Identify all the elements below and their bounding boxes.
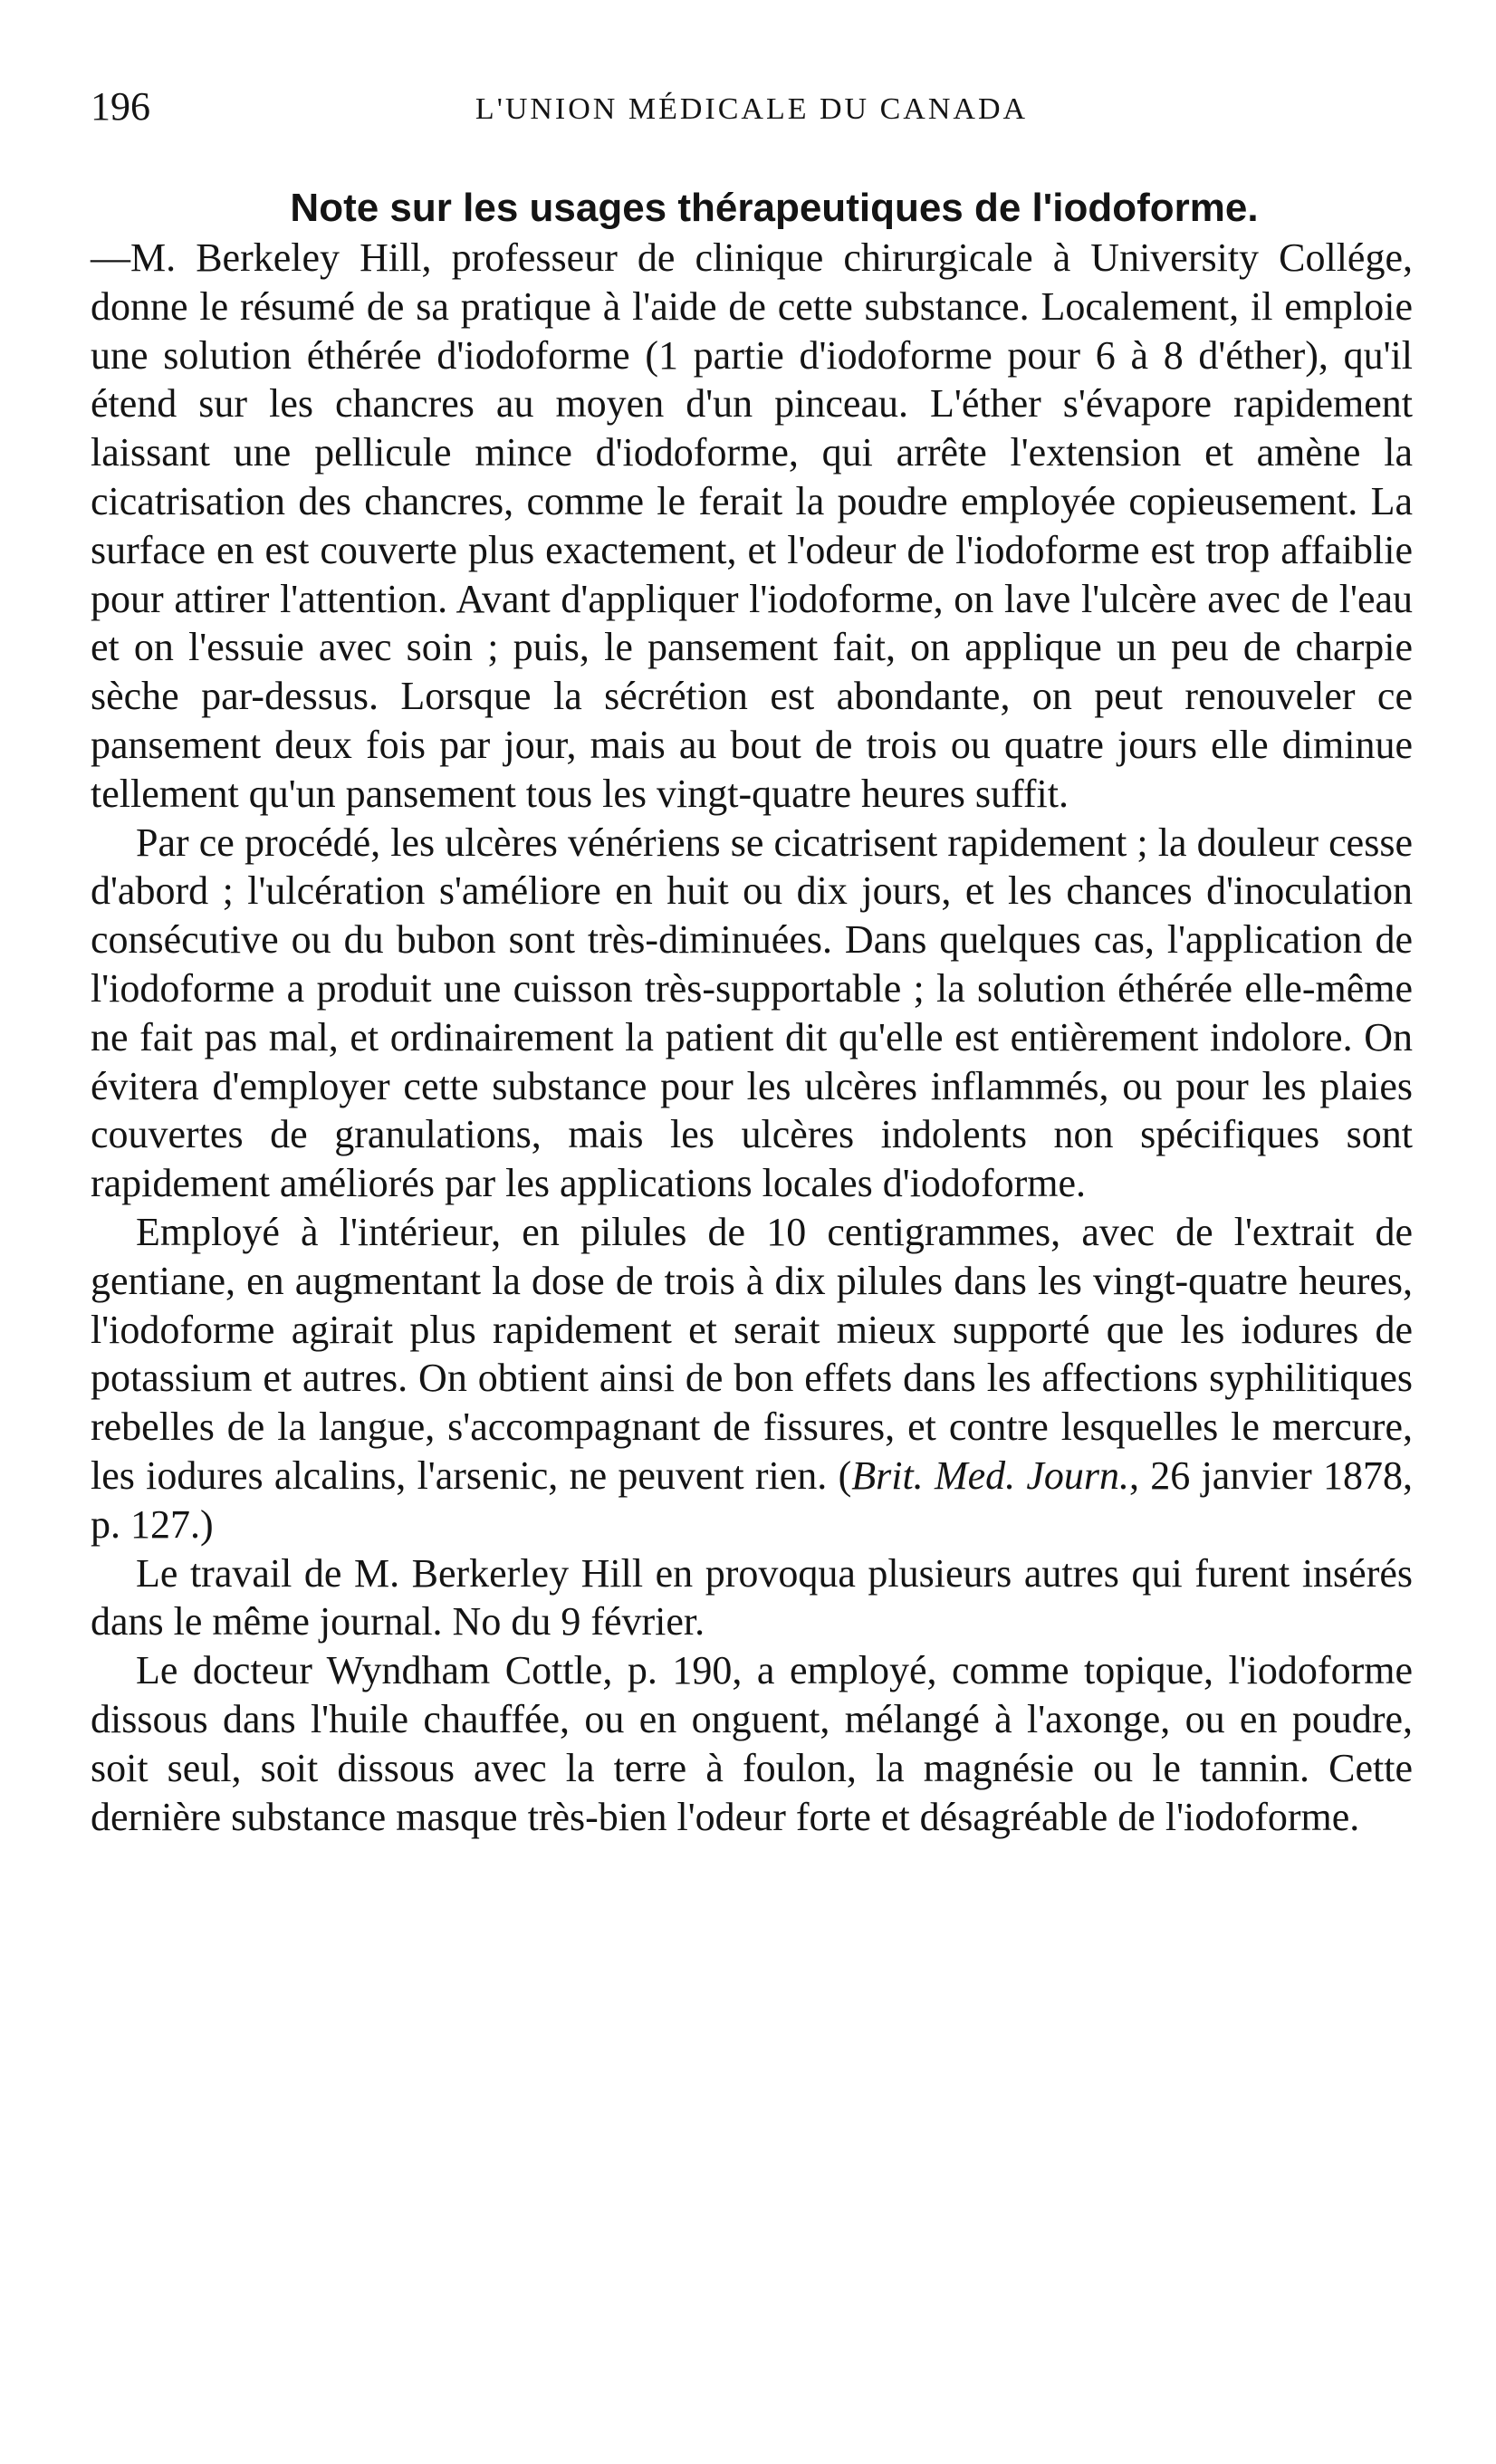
article-body: [91, 183, 1413, 1841]
running-head: [91, 84, 1413, 150]
page: [91, 84, 1413, 1841]
journal-citation: Brit. Med. Journ.: [851, 1453, 1130, 1498]
paragraph-4: Le travail de M. Berkerley Hill en provoqua plusieurs autres qui furent insérés dans le même journal. No du 9 février.: [91, 1550, 1413, 1644]
paragraph-1: —M. Berkeley Hill, professeur de clinique chirurgicale à University Collége, donne le résumé de sa pratique à l'aide de cette substance. Localement, il emploie une solution éthérée d'iodoforme (1 partie d'iodoforme pour 6 à 8 d'éther), qu'il étend sur les chancres au moyen d'un pinceau. L'éther s'évapore rapidement laissant une pellicule mince d'iodoforme, qui arrête l'extension et amène la cicatrisation des chancres, comme le ferait la poudre employée copieusement. La surface en est couverte plus exactement, et l'odeur de l'iodoforme est trop affaiblie pour attirer l'attention. Avant d'appliquer l'iodoforme, on lave l'ulcère avec de l'eau et on l'essuie avec soin ; puis, le pansement fait, on applique un peu de charpie sèche par-dessus. Lorsque la sécrétion est abondante, on peut renouveler ce pansement deux fois par jour, mais au bout de trois ou quatre jours elle diminue tellement qu'un pansement tous les vingt-quatre heures suffit.: [91, 235, 1413, 816]
paragraph-3-tail: , 26 janvier 1878, p. 127.): [91, 1453, 1413, 1547]
journal-title: L'UNION MÉDICALE DU CANADA: [475, 92, 1029, 126]
paragraph-3: [91, 1208, 1413, 1549]
paragraph-3-text: Employé à l'intérieur, en pilules de 10 centigrammes, avec de l'extrait de gentiane, en augmentant la dose de trois à dix pilules dans les vingt-quatre heures, l'iodoforme agirait plus rapidement et serait mieux supporté que les iodures de potassium et autres. On obtient ainsi de bon effets dans les affections syphilitiques rebelles de la langue, s'accompagnant de fissures, et contre lesquelles le mercure, les iodures alcalins, l'arsenic, ne peuvent rien. (: [91, 1209, 1413, 1498]
article-title: Note sur les usages thérapeutiques de l'iodoforme.: [290, 186, 1259, 230]
paragraph-5: Le docteur Wyndham Cottle, p. 190, a employé, comme topique, l'iodoforme dissous dans l'huile chauffée, ou en onguent, mélangé à l'axonge, ou en poudre, soit seul, soit dissous avec la terre à foulon, la magnésie ou le tannin. Cette dernière substance masque très-bien l'odeur forte et désagréable de l'iodoforme.: [91, 1648, 1413, 1839]
page-number: 196: [91, 84, 150, 129]
paragraph-2: Par ce procédé, les ulcères vénériens se cicatrisent rapidement ; la douleur cesse d'abord ; l'ulcération s'améliore en huit ou dix jours, et les chances d'inoculation consécutive ou du bubon sont très-diminuées. Dans quelques cas, l'application de l'iodoforme a produit une cuisson très-supportable ; la solution éthérée elle-même ne fait pas mal, et ordinairement la patient dit qu'elle est entièrement indolore. On évitera d'employer cette substance pour les ulcères inflammés, ou pour les plaies couvertes de granulations, mais les ulcères indolents non spécifiques sont rapidement améliorés par les applications locales d'iodoforme.: [91, 820, 1413, 1206]
